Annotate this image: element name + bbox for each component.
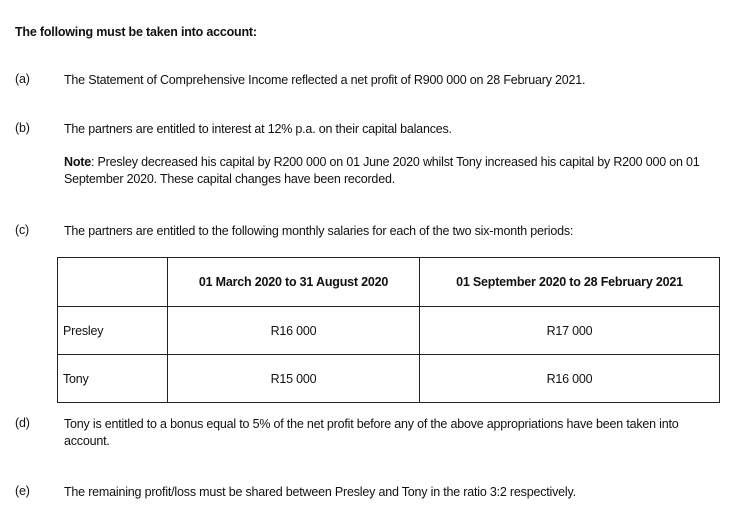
table-cell-name: Tony [58,355,168,403]
item-e-label: (e) [15,484,30,498]
page-heading: The following must be taken into account: [15,25,257,39]
table-header-row [58,258,720,307]
item-e-text: The remaining profit/loss must be shared between Presley and Tony in the ratio 3:2 respectively. [64,485,576,499]
note-label: Note [64,155,91,169]
table-header-period2: 01 September 2020 to 28 February 2021 [420,258,720,307]
item-a-text: The Statement of Comprehensive Income reflected a net profit of R900 000 on 28 February 2021. [64,73,586,87]
item-c-text: The partners are entitled to the following monthly salaries for each of the two six-month periods: [64,224,574,238]
table-header-period1: 01 March 2020 to 31 August 2020 [168,258,420,307]
item-b-label: (b) [15,121,30,135]
table-header-empty [58,258,168,307]
item-a-label: (a) [15,72,30,86]
table-cell-period2: R16 000 [420,355,720,403]
item-d-text: Tony is entitled to a bonus equal to 5% of the net profit before any of the above appropriations have been taken into account. [64,417,679,448]
note-text: : Presley decreased his capital by R200 000 on 01 June 2020 whilst Tony increased his capital by R200 000 on 01 September 2020. These capital changes have been recorded. [64,155,700,186]
table-cell-period2: R17 000 [420,307,720,355]
item-b-text: The partners are entitled to interest at 12% p.a. on their capital balances. [64,122,452,136]
salary-table [57,257,720,403]
table-row [58,355,720,403]
table-cell-name: Presley [58,307,168,355]
table-row [58,307,720,355]
item-b-note [64,154,724,188]
table-cell-period1: R15 000 [168,355,420,403]
item-c-label: (c) [15,223,29,237]
item-d-label: (d) [15,416,30,430]
table-cell-period1: R16 000 [168,307,420,355]
